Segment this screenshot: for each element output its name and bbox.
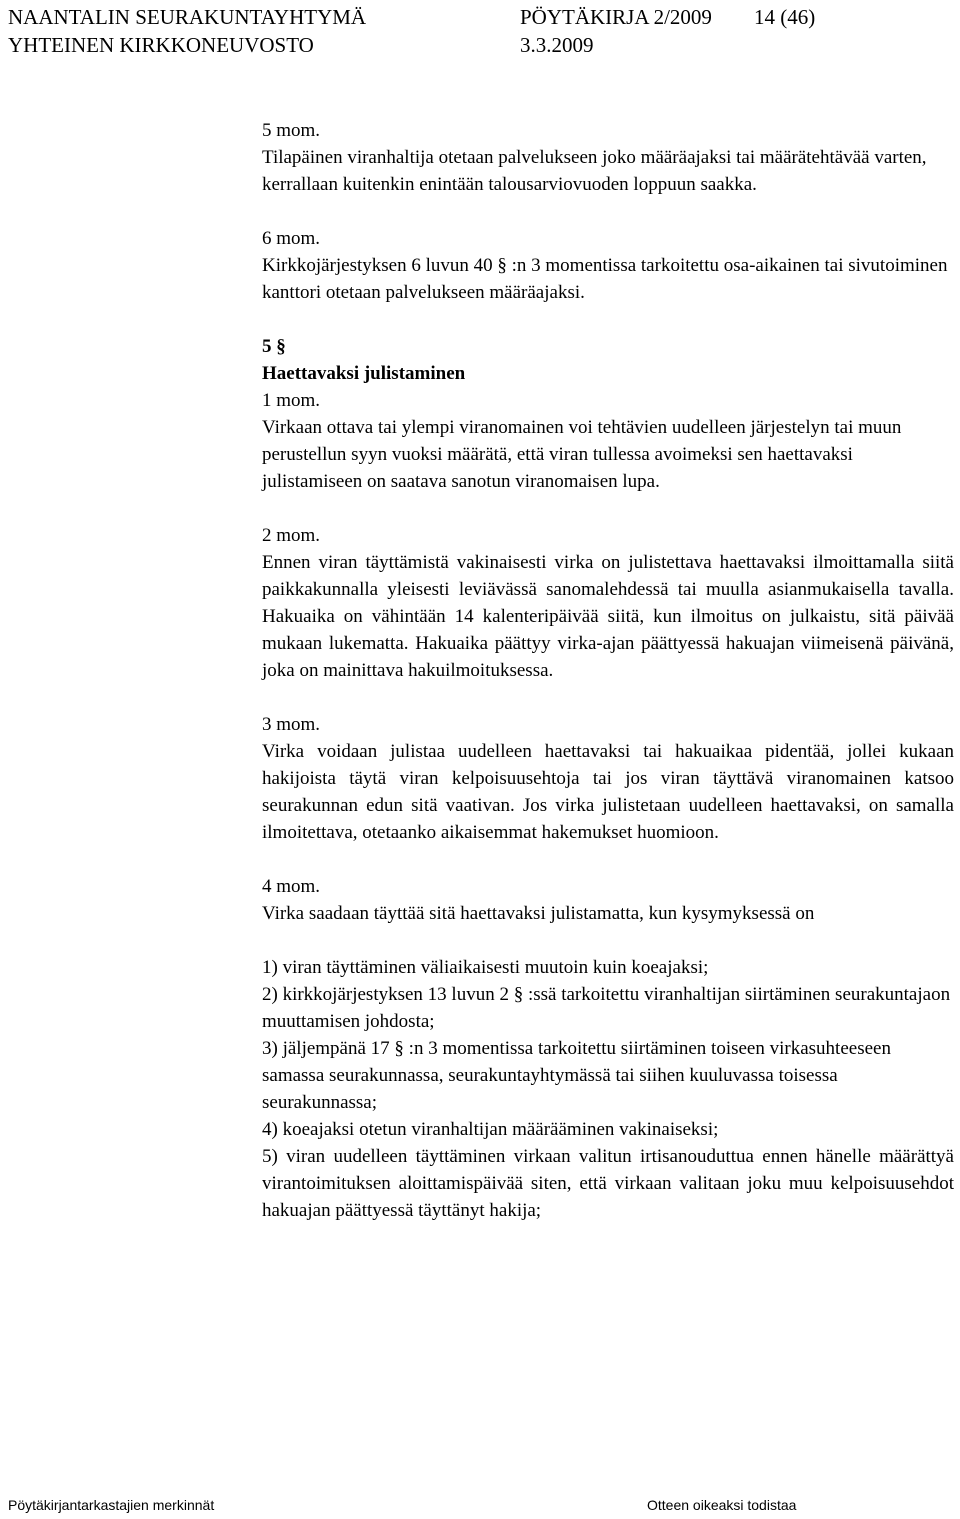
section-title: Haettavaksi julistaminen bbox=[262, 363, 466, 384]
section-moment-1-text: Virkaan ottava tai ylempi viranomainen voi tehtävien uudelleen järjestelyn tai muun perustellun syyn vuoksi määrätä, että viran tullessa avoimeksi sen haettavaksi julistamiseen on saatava sanotun viranomaisen lupa. bbox=[262, 417, 902, 492]
section-moment-3-heading: 3 mom. bbox=[262, 714, 321, 735]
section-moment-3-text: Virka voidaan julistaa uudelleen haettavaksi tai hakuaikaa pidentää, jollei kukaan hakijoista täytä viran kelpoisuusehtoja tai jos viran täyttävä viranomainen katsoo seurakunnan edun sitä vaativan. Jos virka julistetaan uudelleen haettavaksi, on samalla ilmoitettava, otetaanko aikaisemmat hakemukset huomioon. bbox=[262, 741, 954, 843]
list-item-1: 1) viran täyttäminen väliaikaisesti muutoin kuin koeajaksi; bbox=[262, 957, 709, 978]
moment-5-heading: 5 mom. bbox=[262, 120, 321, 141]
section-moment-2-text: Ennen viran täyttämistä vakinaisesti virka on julistettava haettavaksi ilmoittamalla siitä paikkakunnalla yleisesti leviävässä sanomalehdessä tai muulla asianmukaisella tavalla. Hakuaika on vähintään 14 kalenteripäivää siitä, kun ilmoitus on julkaistu, sitä päivää mukaan lukematta. Hakuaika päättyy virka-ajan päättyessä hakuajan viimeisenä päivänä, joka on mainittava hakuilmoituksessa. bbox=[262, 552, 954, 681]
moment-6-text: Kirkkojärjestyksen 6 luvun 40 § :n 3 momentissa tarkoitettu osa-aikainen tai sivutoiminen kanttori otetaan palvelukseen määräajaksi. bbox=[262, 255, 948, 303]
footer-left-note: Pöytäkirjantarkastajien merkinnät bbox=[8, 1497, 215, 1513]
section-moment-4-text: Virka saadaan täyttää sitä haettavaksi julistamatta, kun kysymyksessä on bbox=[262, 903, 815, 924]
list-item-2: 2) kirkkojärjestyksen 13 luvun 2 § :ssä tarkoitettu viranhaltijan siirtäminen seurakuntajaon muuttamisen johdosta; bbox=[262, 984, 951, 1032]
list-item-4: 4) koeajaksi otetun viranhaltijan määrääminen vakinaiseksi; bbox=[262, 1119, 719, 1140]
section-number: 5 § bbox=[262, 336, 286, 357]
council-name: YHTEINEN KIRKKONEUVOSTO bbox=[8, 33, 314, 57]
section-moment-2-heading: 2 mom. bbox=[262, 525, 321, 546]
moment-5-text: Tilapäinen viranhaltija otetaan palvelukseen joko määräajaksi tai määrätehtävää varten, kerrallaan kuitenkin enintään talousarviovuoden loppuun saakka. bbox=[262, 147, 927, 195]
moment-6-heading: 6 mom. bbox=[262, 228, 321, 249]
footer-right-note: Otteen oikeaksi todistaa bbox=[647, 1497, 797, 1513]
document-title: PÖYTÄKIRJA 2/2009 bbox=[520, 5, 712, 29]
organization-name: NAANTALIN SEURAKUNTAYHTYMÄ bbox=[8, 5, 367, 29]
document-body bbox=[262, 117, 954, 1224]
page-number: 14 (46) bbox=[754, 5, 816, 29]
list-item-5: 5) viran uudelleen täyttäminen virkaan valitun irtisanouduttua ennen hänelle määrättyä virantoimituksen aloittamispäivää siten, että virkaan valitaan joku muu kelpoisuusehdot hakuajan päättyessä täyttänyt hakija; bbox=[262, 1146, 954, 1221]
section-moment-4-heading: 4 mom. bbox=[262, 876, 321, 897]
section-moment-1-heading: 1 mom. bbox=[262, 390, 321, 411]
meeting-date: 3.3.2009 bbox=[520, 33, 594, 57]
list-item-3: 3) jäljempänä 17 § :n 3 momentissa tarkoitettu siirtäminen toiseen virkasuhteeseen samassa seurakunnassa, seurakuntayhtymässä tai siihen kuuluvassa toisessa seurakunnassa; bbox=[262, 1038, 891, 1113]
